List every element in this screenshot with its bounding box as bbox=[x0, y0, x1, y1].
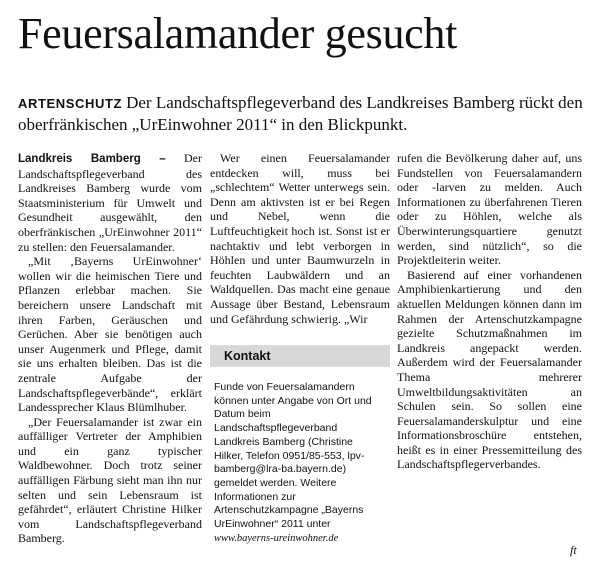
paragraph-1 bbox=[18, 151, 202, 254]
headline: Feuersalamander gesucht bbox=[18, 9, 458, 58]
dateline: Landkreis Bamberg – bbox=[18, 153, 166, 165]
paragraph-5: Basierend auf einer vorhandenen Amphibienkartierung und den aktuellen Meldungen können dann im Rahmen der Artenschutzkampagne gezielte Schutzmaßnahmen im Landkreis angepackt werden. Außerdem wird der Feuersalamander Thema mehrerer Umweltbildungsaktivitäten an Schulen sein. So sollen eine Feuersalamanderskulptur und eine Informationsbroschüre entstehen, heißt es in einer Pressemitteilung des Landschaftspflegerverbandes. bbox=[397, 267, 582, 472]
lead-paragraph bbox=[18, 92, 588, 135]
column-2 bbox=[210, 151, 390, 326]
contact-url-link[interactable]: www.bayerns-ureinwohner.de bbox=[214, 532, 339, 544]
author-signature: ft bbox=[570, 543, 577, 557]
contact-box-header bbox=[210, 345, 390, 367]
paragraph-1-text: Der Landschaftspflegeverband des Landkreises Bamberg wurde vom Staatsministerium für Umwelt und Gesundheit ausgewählt, den oberfränkischen „UrEinwohner 2011“ zu stellen: den Feuersalamander. bbox=[18, 151, 202, 254]
contact-box-title: Kontakt bbox=[224, 349, 271, 363]
contact-box-body bbox=[214, 381, 382, 545]
paragraph-4-continued: rufen die Bevölkerung daher auf, uns Fundstellen von Feuersalamandern oder -larven zu melden. Auch Informationen zu überfahrenen Tieren oder zu Höhlen, welche als Überwinterungsquartiere genutzt werden, sind nützlich“, so die Projektleiterin weiter. bbox=[397, 151, 582, 268]
lead-text: Der Landschaftspflegeverband des Landkreises Bamberg rückt den oberfränkischen „UrEinwohner 2011“ in den Blickpunkt. bbox=[18, 93, 583, 134]
column-1 bbox=[18, 151, 202, 546]
contact-box-text: Funde von Feuersalamandern können unter Angabe von Ort und Datum beim Landschaftspflegeverband Landkreis Bamberg (Christine Hilker, Telefon 0951/85-553, lpv-bamberg@lra-ba.bayern.de) gemeldet werden. Weitere Informationen zur Artenschutzkampagne „Bayerns UrEinwohner“ 2011 unter bbox=[214, 381, 372, 531]
paragraph-4: Wer einen Feuersalamander entdecken will, muss bei „schlechtem“ Wetter unterwegs sein. Denn am aktivsten ist er bei Regen und Nebel, wenn die Luftfeuchtigkeit hoch ist. Sonst ist er nachtaktiv und lebt verborgen in Höhlen und unter Baumwurzeln in feuchten Laubwäldern und an Waldquellen. Das macht eine genaue Aussage über Bestand, Lebensraum und Gefährdung schwierig. „Wir bbox=[210, 151, 390, 326]
paragraph-3: „Der Feuersalamander ist zwar ein auffälliger Vertreter der Amphibien und ein ganz typischer Waldbewohner. Doch trotz seiner auffälligen Färbung sieht man ihn nur selten und sein Lebensraum ist gefährdet“, erläutert Christine Hilker vom Landschaftspflegeverband Bamberg. bbox=[18, 414, 202, 546]
rubric-label: ARTENSCHUTZ bbox=[18, 96, 123, 111]
column-3 bbox=[397, 151, 582, 472]
paragraph-2: „Mit ‚Bayerns UrEinwohner‘ wollen wir die heimischen Tiere und Pflanzen erlebbar machen. Sie bereichern unsere Landschaft mit ihren Farben, Geräuschen und Gerüchen. Aber sie benötigen auch unser Augenmerk und Pflege, damit sie uns erhalten bleiben. Das ist die zentrale Aufgabe der Landschaftspflegeverbände“, erklärt Landessprecher Klaus Blümlhuber. bbox=[18, 254, 202, 415]
